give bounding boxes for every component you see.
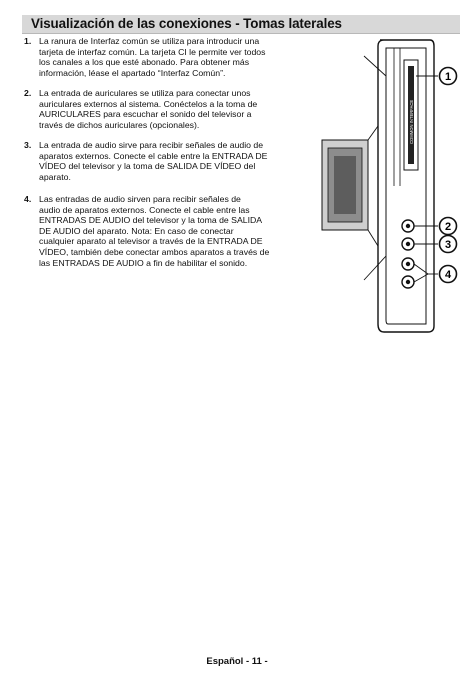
item-line: DE AUDIO del aparato. Nota: En caso de conectar — [39, 225, 234, 236]
item-line: tarjeta de interfaz común. La tarjeta CI le permite ver todos — [39, 46, 266, 57]
item-line: auriculares externos al sistema. Conéctelos a la toma de — [39, 98, 258, 109]
callout-4 — [440, 266, 457, 283]
callout-4-label: 4 — [444, 269, 452, 281]
item-line: cualquier aparato al televisor a través de la ENTRADA DE — [39, 236, 263, 247]
item-number: 3. — [24, 140, 32, 150]
item-line: VÍDEO, también debe conectar ambos aparatos a través de — [39, 246, 270, 257]
ci-slot — [404, 60, 418, 170]
ci-slot-label: COMMON INTERFACE — [409, 99, 414, 144]
callout-2 — [440, 218, 457, 235]
item-text — [39, 140, 329, 182]
item-number: 2. — [24, 88, 32, 98]
item-line: información, léase el apartado “Interfaz Común”. — [39, 67, 226, 78]
item-line: las ENTRADAS DE AUDIO a fin de habilitar el sonido. — [39, 257, 248, 268]
item-line: los canales a los que esté abonado. Para obtener más — [39, 57, 250, 68]
section-header-bar — [22, 15, 460, 34]
pointer-lines — [364, 56, 438, 280]
callout-3 — [440, 236, 457, 253]
side-connections-diagram — [320, 36, 464, 336]
module-inset — [322, 126, 378, 246]
item-line: La entrada de auriculares se utiliza para conectar unos — [39, 88, 251, 98]
callout-1-label: 1 — [444, 71, 452, 83]
item-line: ENTRADAS DE AUDIO del televisor y la toma de SALIDA — [39, 215, 263, 226]
item-line: través de dichos auriculares (opcionales). — [39, 119, 200, 130]
item-text — [39, 88, 329, 130]
item-line: Las entradas de audio sirven para recibir señales de — [39, 194, 241, 204]
item-line: VÍDEO del televisor y la toma de SALIDA DE VÍDEO del — [39, 161, 256, 172]
jacks — [402, 220, 438, 288]
callout-2-label: 2 — [444, 221, 452, 233]
callout-1 — [440, 68, 457, 85]
item-line: La entrada de audio sirve para recibir señales de audio de — [39, 140, 264, 150]
callout-3-label: 3 — [444, 239, 452, 251]
item-text — [39, 36, 329, 78]
item-text — [39, 194, 329, 268]
item-line: AURICULARES para escuchar el sonido del televisor a — [39, 109, 252, 120]
item-line: aparatos externos. Conecte el cable entre la ENTRADA DE — [39, 150, 268, 161]
item-line: audio de aparatos externos. Conecte el cable entre las — [39, 204, 250, 215]
item-number: 1. — [24, 36, 32, 46]
page-title: Visualización de las conexiones - Tomas laterales — [31, 16, 342, 31]
page-footer: Español - 11 - — [206, 656, 268, 667]
item-number: 4. — [24, 194, 32, 204]
item-line: La ranura de Interfaz común se utiliza para introducir una — [39, 36, 260, 46]
item-line: aparato. — [39, 171, 71, 182]
